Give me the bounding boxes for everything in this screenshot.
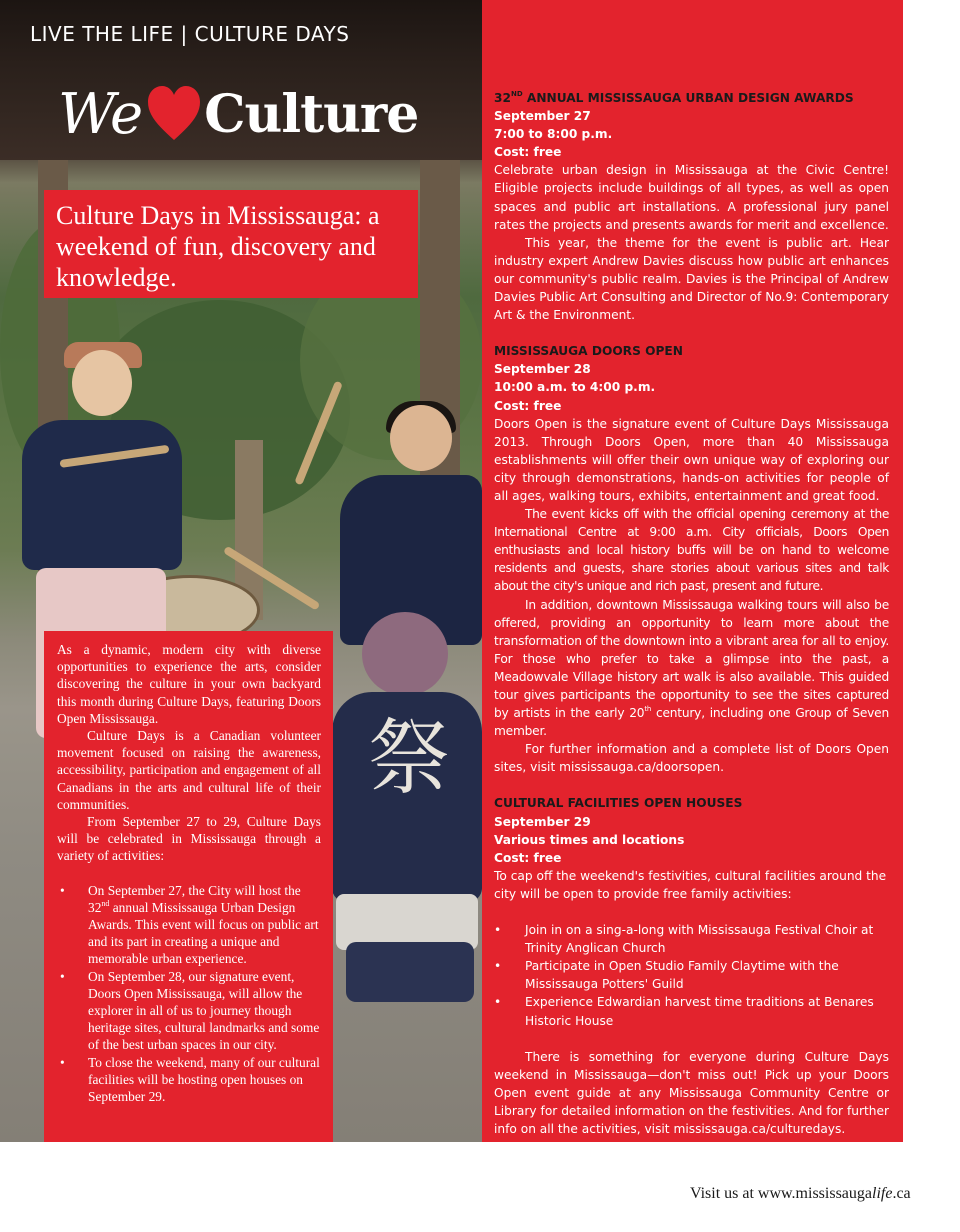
event-paragraph: The event kicks off with the official opening ceremony at the International Centre at 9:00 a.m. City officials, Doors Open enthusiasts and local history buffs will be on hand to welcome residents and guests, share stories about various sites and talk about the city's unique and rich past, present and future. xyxy=(494,507,889,594)
intro-paragraph: From September 27 to 29, Culture Days will be celebrated in Mississauga through a variety of activities: xyxy=(57,814,321,864)
event-time: 7:00 to 8:00 p.m. xyxy=(494,127,613,142)
section-kicker: LIVE THE LIFE | CULTURE DAYS xyxy=(30,22,350,46)
intro-paragraph: As a dynamic, modern city with diverse opportunities to experience the arts, consider discovering the culture in your own backyard this month during Culture Days, featuring Doors Open Mississauga. xyxy=(57,642,321,726)
event-date: September 28 xyxy=(494,362,591,377)
facility-bullet: • Join in on a sing-a-long with Mississauga Festival Choir at Trinity Anglican Church xyxy=(494,923,874,956)
bullet-dot-icon: • xyxy=(60,968,65,984)
bullet-dot-icon: • xyxy=(494,959,502,974)
facility-bullet: • Participate in Open Studio Family Claytime with the Mississauga Potters' Guild xyxy=(494,959,839,992)
event-date: September 29 xyxy=(494,814,591,829)
bullet-dot-icon: • xyxy=(60,882,65,898)
event-paragraph: In addition, downtown Mississauga walking tours will also be offered, providing an opportunity to learn more about the transformation of the downtown into a vibrant area for all to enjoy. For those who prefer to take a glimpse into the past, a Meadowvale Village history art walk is also available. This guided tour gives participants the opportunity to see the sites captured by artists in the early 20th century, including one Group of Seven member. xyxy=(494,597,890,739)
facilities-bullet-list xyxy=(494,921,889,1030)
intro-bullet: • To close the weekend, many of our cultural facilities will be hosting open houses on September 29. xyxy=(60,1054,320,1105)
facility-bullet: • Experience Edwardian harvest time traditions at Benares Historic House xyxy=(494,995,874,1028)
event-title-facilities: CULTURAL FACILITIES OPEN HOUSES xyxy=(494,796,743,811)
bullet-dot-icon: • xyxy=(60,1054,65,1070)
event-cost: Cost: free xyxy=(494,850,562,865)
events-column xyxy=(482,0,903,1142)
event-date: September 27 xyxy=(494,109,591,124)
heart-icon xyxy=(148,86,200,142)
event-paragraph: For further information and a complete list of Doors Open sites, visit mississauga.ca/doorsopen. xyxy=(494,742,889,775)
event-title-doors-open: MISSISSAUGA DOORS OPEN xyxy=(494,344,683,359)
event-paragraph: To cap off the weekend's festivities, cultural facilities around the city will be open to provide free family activities: xyxy=(494,868,887,901)
we-love-culture-logo xyxy=(58,82,418,146)
intro-bullet: • On September 28, our signature event, Doors Open Mississauga, will allow the explorer in all of us to journey though heritage sites, cultural landmarks and some of the best urban spaces in our city. xyxy=(60,968,320,1053)
event-cost: Cost: free xyxy=(494,398,562,413)
event-time: 10:00 a.m. to 4:00 p.m. xyxy=(494,380,656,395)
event-paragraph: This year, the theme for the event is public art. Hear industry expert Andrew Davies discuss how public art enhances our community's public realm. Davies is the Principal of Andrew Davies Public Art Consulting and Director of No.9: Contemporary Art & the Environment. xyxy=(494,235,889,323)
bullet-dot-icon: • xyxy=(494,923,502,938)
headline-box xyxy=(44,190,418,298)
footer-website: Visit us at www.mississaugalife.ca xyxy=(690,1185,911,1202)
intro-paragraph: Culture Days is a Canadian volunteer movement focused on raising the awareness, accessibility, participation and engagement of all Canadians in the arts and cultural life of their communities. xyxy=(57,728,321,812)
intro-box xyxy=(44,631,333,1142)
event-cost: Cost: free xyxy=(494,145,562,160)
photo-drummer-crouching: 祭 xyxy=(332,612,482,1002)
page-headline: Culture Days in Mississauga: a weekend of fun, discovery and knowledge. xyxy=(56,201,380,292)
event-paragraph: Doors Open is the signature event of Culture Days Mississauga 2013. Through Doors Open, more than 40 Mississauga establishments will offer their own unique way of exploring our city through demonstrations, hands-on activities for people of all ages, walking tours, exhibits, entertainment and great food. xyxy=(494,416,889,503)
bullet-dot-icon: • xyxy=(494,995,502,1010)
event-title-urban-design: 32ND ANNUAL MISSISSAUGA URBAN DESIGN AWARDS xyxy=(494,90,854,105)
intro-bullet-list xyxy=(57,882,321,1106)
logo-culture: Culture xyxy=(204,83,419,145)
logo-we: We xyxy=(58,81,143,147)
photo-drummer-right xyxy=(300,405,482,645)
intro-bullet: • On September 27, the City will host the 32nd annual Mississauga Urban Design Awards. This event will focus on public art and its part in creating a unique and memorable urban experience. xyxy=(60,882,319,967)
closing-paragraph: There is something for everyone during Culture Days weekend in Mississauga—don't miss out! Pick up your Doors Open event guide at any Mississauga Community Centre or Library for detailed information on the festivities. And for further info on all the activities, visit mississauga.ca/culturedays. xyxy=(494,1049,889,1136)
event-time: Various times and locations xyxy=(494,832,685,847)
event-paragraph: Celebrate urban design in Mississauga at the Civic Centre! Eligible projects include buildings of all types, as well as open spaces and public art installations. A professional jury panel rates the projects and presents awards for merit and excellence. xyxy=(494,163,889,232)
